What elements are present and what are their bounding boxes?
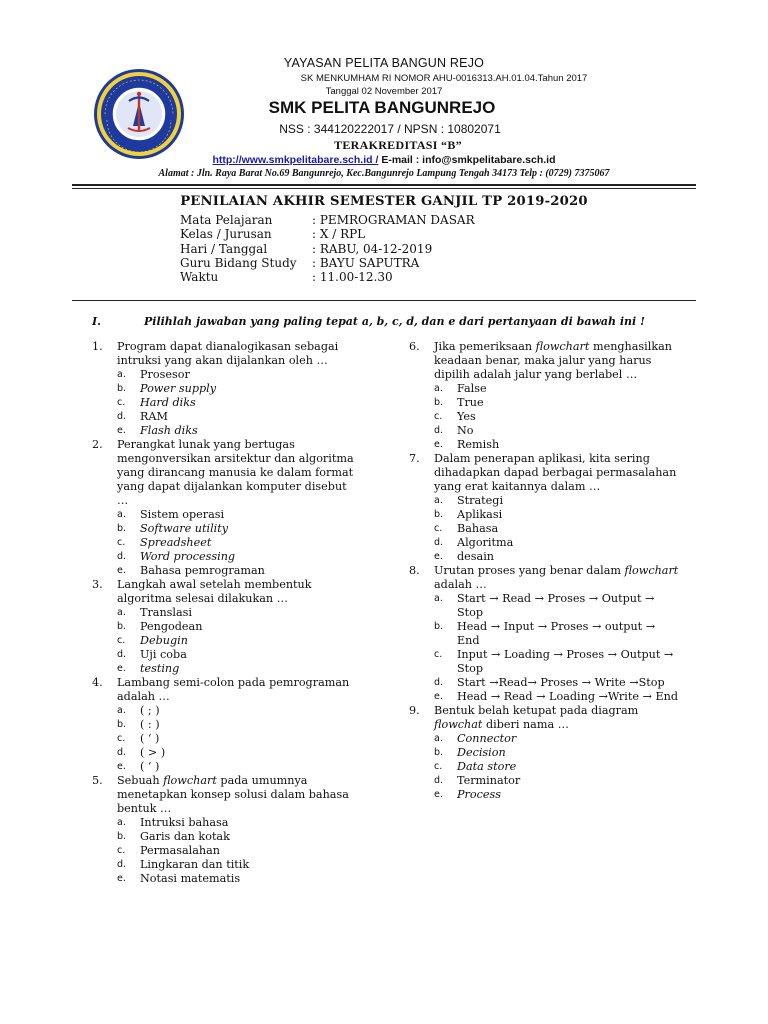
answer-option — [409, 592, 679, 620]
answer-option — [92, 704, 354, 718]
answer-option — [409, 690, 679, 704]
option-text: Decision — [457, 746, 506, 759]
option-text: True — [457, 396, 484, 409]
address-line: Alamat : Jln. Raya Barat No.69 Bangunrejo, Kec.Bangunrejo Lampung Tengah 34173 Telp : (0729) 7375067 — [158, 168, 610, 179]
option-text: ( ; ) — [140, 704, 160, 717]
exam-title: PENILAIAN AKHIR SEMESTER GANJIL TP 2019-2020 — [180, 194, 588, 209]
answer-option — [409, 396, 679, 410]
section-heading — [92, 315, 645, 328]
answer-option — [409, 746, 679, 760]
option-text: Connector — [457, 732, 517, 745]
option-letter: e. — [117, 663, 126, 674]
question-text: Lambang semi-colon pada pemrograman adalah … — [117, 676, 350, 703]
option-text: RAM — [140, 410, 168, 423]
question-row — [92, 340, 354, 368]
contact-line — [0, 154, 768, 166]
question-text: Jika pemeriksaan flowchart menghasilkan keadaan benar, maka jalur yang harus dipilih adalah jalur yang berlabel … — [434, 340, 672, 381]
info-value: : PEMROGRAMAN DASAR — [312, 213, 475, 227]
answer-option — [92, 648, 354, 662]
question-text: Sebuah flowchart pada umumnya menetapkan konsep solusi dalam bahasa bentuk … — [117, 774, 349, 815]
option-letter: a. — [117, 817, 126, 828]
answer-option — [409, 536, 679, 550]
answer-option — [92, 564, 354, 578]
answer-option — [409, 382, 679, 396]
question-term: flowchart — [535, 340, 590, 353]
option-text: Intruksi bahasa — [140, 816, 229, 829]
option-text: Input → Loading → Proses → Output → Stop — [457, 648, 674, 675]
question-number: 6. — [409, 340, 420, 353]
option-text: No — [457, 424, 474, 437]
question-item — [92, 774, 354, 886]
option-text: ( ‘ ) — [140, 760, 160, 773]
question-item — [92, 340, 354, 438]
info-value: : BAYU SAPUTRA — [312, 255, 420, 270]
option-letter: d. — [117, 551, 127, 562]
option-text: Head → Read → Loading →Write → End — [457, 690, 678, 703]
option-text: Garis dan kotak — [140, 830, 230, 843]
answer-option — [409, 550, 679, 564]
option-text: Flash diks — [140, 424, 198, 437]
website-link[interactable]: http://www.smkpelitabare.sch.id / — [212, 154, 379, 166]
question-term: flowchart — [163, 774, 217, 787]
option-text: Lingkaran dan titik — [140, 858, 250, 871]
answer-option — [409, 774, 679, 788]
question-row — [409, 340, 679, 382]
answer-option — [409, 648, 679, 676]
option-text: Power supply — [140, 382, 217, 395]
answer-option — [409, 676, 679, 690]
option-text: testing — [140, 662, 180, 675]
option-text: ( : ) — [140, 718, 160, 731]
question-text: Urutan proses yang benar dalam flowchart adalah … — [434, 564, 679, 591]
answer-option — [92, 424, 354, 438]
question-number: 9. — [409, 704, 420, 717]
answer-option — [92, 606, 354, 620]
option-text: Notasi matematis — [140, 872, 241, 885]
option-text: Terminator — [457, 774, 521, 787]
option-letter: e. — [434, 551, 443, 562]
question-row — [92, 578, 354, 606]
option-text: Spreadsheet — [140, 536, 212, 549]
letterhead — [0, 0, 768, 190]
option-letter: b. — [434, 509, 444, 520]
answer-option — [92, 550, 354, 564]
question-text: Bentuk belah ketupat pada diagram flowchat diberi nama … — [434, 704, 639, 731]
answer-option — [409, 438, 679, 452]
option-text: Uji coba — [140, 648, 187, 661]
question-text: Perangkat lunak yang bertugas mengonversikan arsitektur dan algoritma yang dirancang manusia ke dalam format yang dapat dijalankan komputer disebut … — [117, 438, 354, 507]
option-text: Hard diks — [140, 396, 196, 409]
question-row — [92, 774, 354, 816]
school-nss: NSS : 344120222017 / NPSN : 10802071 — [279, 122, 501, 136]
option-letter: a. — [434, 495, 443, 506]
answer-option — [92, 368, 354, 382]
answer-option — [92, 536, 354, 550]
option-letter: d. — [117, 747, 127, 758]
email-text: E-mail : info@smkpelitabare.sch.id — [381, 154, 556, 166]
option-letter: c. — [117, 397, 126, 408]
option-letter: a. — [117, 369, 126, 380]
info-value: : X / RPL — [312, 227, 366, 242]
foundation-name: YAYASAN PELITA BANGUN REJO — [283, 56, 485, 70]
question-row — [409, 452, 679, 494]
option-letter: b. — [117, 719, 127, 730]
option-text: Head → Input → Proses → output → End — [457, 620, 656, 647]
option-text: Start →Read→ Proses → Write →Stop — [457, 676, 665, 689]
question-number: 8. — [409, 564, 420, 577]
answer-option — [409, 522, 679, 536]
option-text: Data store — [457, 760, 517, 773]
option-letter: d. — [434, 775, 444, 786]
question-text: Langkah awal setelah membentuk algoritma selesai dilakukan … — [117, 578, 312, 605]
question-number: 3. — [92, 578, 103, 591]
info-row — [180, 256, 475, 270]
answer-option — [92, 816, 354, 830]
exam-info-table — [180, 213, 475, 284]
option-text: False — [457, 382, 487, 395]
info-value: : RABU, 04-12-2019 — [312, 241, 433, 256]
question-row — [409, 704, 679, 732]
question-item — [409, 452, 679, 564]
option-letter: d. — [434, 677, 444, 688]
info-divider — [72, 300, 696, 301]
option-letter: a. — [117, 509, 126, 520]
option-text: Translasi — [140, 606, 192, 619]
option-text: ( ‘ ) — [140, 732, 160, 745]
option-letter: b. — [434, 621, 444, 632]
option-letter: c. — [434, 761, 443, 772]
option-letter: e. — [434, 439, 443, 450]
accreditation: TERAKREDITASI “B” — [334, 138, 462, 152]
info-row — [180, 270, 475, 284]
option-letter: e. — [434, 691, 443, 702]
info-label: Mata Pelajaran — [180, 213, 273, 227]
question-item — [92, 578, 354, 676]
option-text: Prosesor — [140, 368, 190, 381]
info-value: : 11.00-12.30 — [312, 270, 393, 285]
answer-option — [92, 662, 354, 676]
header-divider-thick — [72, 184, 696, 186]
info-row — [180, 213, 475, 227]
answer-option — [92, 732, 354, 746]
answer-option — [92, 620, 354, 634]
decree-number: SK MENKUMHAM RI NOMOR AHU-0016313.AH.01.04.Tahun 2017 — [300, 73, 588, 84]
option-text: Bahasa pemrograman — [140, 564, 265, 577]
info-label: Kelas / Jurusan — [180, 227, 272, 242]
school-name: SMK PELITA BANGUNREJO — [268, 98, 496, 117]
option-letter: e. — [117, 873, 126, 884]
option-letter: c. — [434, 649, 443, 660]
option-letter: a. — [117, 705, 126, 716]
option-letter: a. — [434, 733, 443, 744]
answer-option — [92, 746, 354, 760]
answer-option — [409, 732, 679, 746]
question-row — [92, 676, 354, 704]
info-row — [180, 242, 475, 256]
option-text: Software utility — [140, 522, 229, 535]
info-label: Hari / Tanggal — [180, 241, 268, 256]
question-term: flowchat — [434, 718, 483, 731]
option-text: Remish — [457, 438, 500, 451]
question-number: 5. — [92, 774, 103, 787]
option-text: desain — [457, 550, 494, 563]
option-letter: e. — [434, 789, 443, 800]
option-text: Algoritma — [457, 536, 514, 549]
option-letter: a. — [117, 607, 126, 618]
question-row — [92, 438, 354, 508]
question-term: flowchart — [624, 564, 679, 577]
option-letter: a. — [434, 383, 443, 394]
question-row — [409, 564, 679, 592]
answer-option — [92, 522, 354, 536]
question-number: 4. — [92, 676, 103, 689]
option-letter: d. — [434, 537, 444, 548]
option-text: Yes — [457, 410, 476, 423]
question-item — [409, 564, 679, 704]
answer-option — [92, 410, 354, 424]
answer-option — [409, 424, 679, 438]
option-letter: b. — [117, 831, 127, 842]
answer-option — [409, 760, 679, 774]
question-item — [92, 438, 354, 578]
option-letter: c. — [117, 537, 126, 548]
option-text: Strategi — [457, 494, 504, 507]
answer-option — [92, 396, 354, 410]
answer-option — [409, 788, 679, 802]
option-text: Debugin — [140, 634, 188, 647]
option-text: Permasalahan — [140, 844, 221, 857]
answer-option — [409, 620, 679, 648]
option-letter: b. — [117, 383, 127, 394]
questions-left-column — [92, 340, 354, 886]
section-instruction: Pilihlah jawaban yang paling tepat a, b, c, d, dan e dari pertanyaan di bawah ini ! — [144, 315, 645, 328]
info-label: Guru Bidang Study — [180, 255, 297, 270]
option-letter: b. — [117, 523, 127, 534]
answer-option — [92, 718, 354, 732]
answer-option — [92, 858, 354, 872]
option-letter: e. — [117, 565, 126, 576]
option-text: Word processing — [140, 550, 236, 563]
answer-option — [92, 508, 354, 522]
option-letter: e. — [117, 425, 126, 436]
answer-option — [92, 830, 354, 844]
option-letter: d. — [117, 859, 127, 870]
option-text: Aplikasi — [457, 508, 503, 521]
answer-option — [92, 844, 354, 858]
option-letter: c. — [117, 845, 126, 856]
header-divider-thin — [72, 188, 696, 189]
option-text: Pengodean — [140, 620, 203, 633]
answer-option — [409, 494, 679, 508]
option-letter: c. — [117, 635, 126, 646]
answer-option — [92, 872, 354, 886]
option-letter: a. — [434, 593, 443, 604]
info-label: Waktu — [180, 270, 219, 285]
option-letter: d. — [434, 425, 444, 436]
section-number: I. — [92, 315, 101, 328]
option-letter: e. — [117, 761, 126, 772]
option-text: Sistem operasi — [140, 508, 225, 521]
decree-date: Tanggal 02 November 2017 — [325, 86, 443, 97]
answer-option — [92, 760, 354, 774]
answer-option — [409, 508, 679, 522]
question-number: 1. — [92, 340, 103, 353]
option-text: Bahasa — [457, 522, 499, 535]
question-item — [92, 676, 354, 774]
option-letter: c. — [434, 411, 443, 422]
question-text: Program dapat dianalogikasan sebagai intruksi yang akan dijalankan oleh … — [117, 340, 339, 367]
question-text: Dalam penerapan aplikasi, kita sering dihadapkan dapad berbagai permasalahan yang erat kaitannya dalam … — [434, 452, 677, 493]
question-number: 2. — [92, 438, 103, 451]
option-letter: d. — [117, 411, 127, 422]
option-letter: b. — [434, 747, 444, 758]
question-number: 7. — [409, 452, 420, 465]
answer-option — [92, 634, 354, 648]
option-text: ( > ) — [140, 746, 166, 759]
question-item — [409, 704, 679, 802]
answer-option — [92, 382, 354, 396]
option-letter: d. — [117, 649, 127, 660]
option-letter: c. — [117, 733, 126, 744]
answer-option — [409, 410, 679, 424]
option-letter: b. — [117, 621, 127, 632]
option-letter: b. — [434, 397, 444, 408]
option-text: Start → Read → Proses → Output → Stop — [457, 592, 655, 619]
questions-right-column — [409, 340, 679, 802]
info-row — [180, 227, 475, 241]
option-letter: c. — [434, 523, 443, 534]
question-item — [409, 340, 679, 452]
option-text: Process — [457, 788, 501, 801]
